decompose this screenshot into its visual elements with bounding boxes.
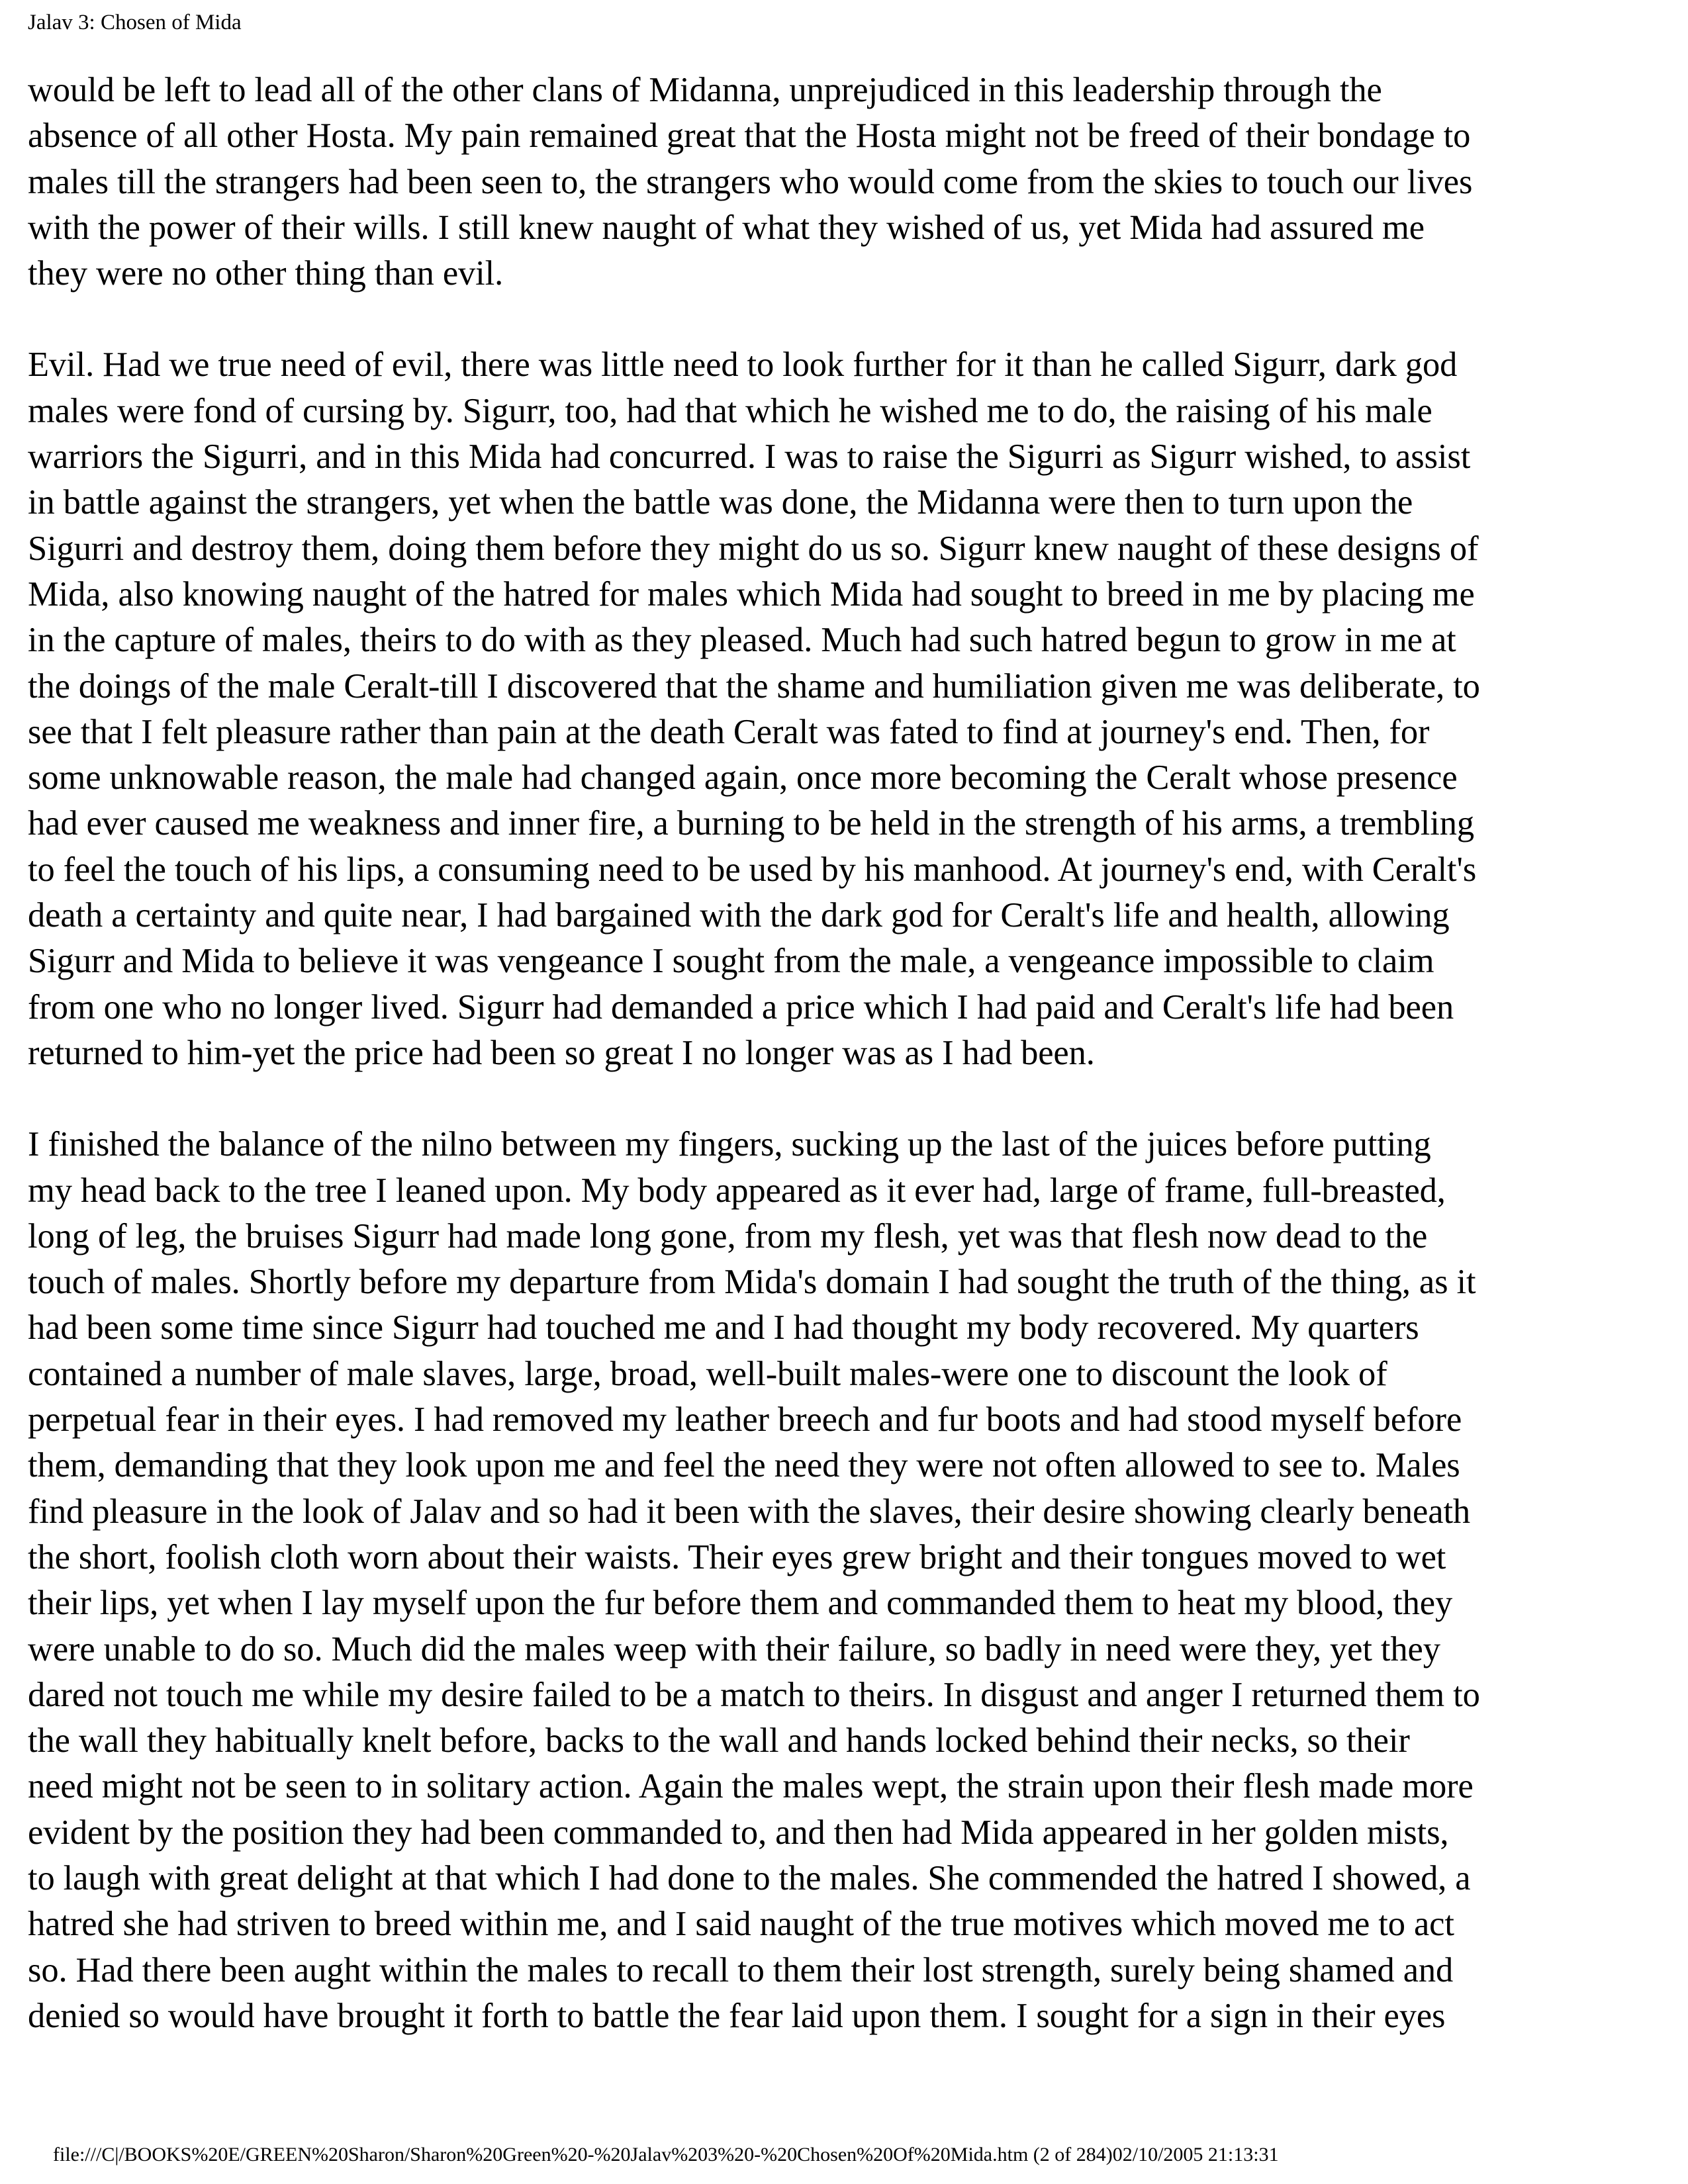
text-line: the doings of the male Ceralt-till I discovered that the shame and humiliation given me was deliberate, to bbox=[28, 666, 1480, 705]
text-line: dared not touch me while my desire failed to be a match to theirs. In disgust and anger I returned them to bbox=[28, 1675, 1480, 1714]
text-line: some unknowable reason, the male had changed again, once more becoming the Ceralt whose presence bbox=[28, 758, 1458, 797]
text-line: from one who no longer lived. Sigurr had demanded a price which I had paid and Ceralt's life had been bbox=[28, 987, 1454, 1026]
text-line: would be left to lead all of the other clans of Midanna, unprejudiced in this leadership through the bbox=[28, 71, 1382, 109]
text-line: touch of males. Shortly before my departure from Mida's domain I had sought the truth of the thing, as it bbox=[28, 1263, 1476, 1302]
paragraph-3 bbox=[28, 1122, 1669, 2039]
text-line: the short, foolish cloth worn about their waists. Their eyes grew bright and their tongues moved to wet bbox=[28, 1537, 1446, 1576]
text-line: in battle against the strangers, yet when the battle was done, the Midanna were then to turn upon the bbox=[28, 483, 1413, 522]
text-line: had been some time since Sigurr had touched me and I had thought my body recovered. My quarters bbox=[28, 1308, 1419, 1347]
text-line: denied so would have brought it forth to battle the fear laid upon them. I sought for a sign in their eyes bbox=[28, 1996, 1446, 2035]
text-line: need might not be seen to in solitary action. Again the males wept, the strain upon their flesh made more bbox=[28, 1767, 1474, 1806]
text-line: Evil. Had we true need of evil, there was little need to look further for it than he called Sigurr, dark god bbox=[28, 345, 1458, 385]
page-header-title: Jalav 3: Chosen of Mida bbox=[28, 11, 242, 34]
paragraph-1 bbox=[28, 68, 1669, 296]
text-line: my head back to the tree I leaned upon. My body appeared as it ever had, large of frame, full-breasted, bbox=[28, 1171, 1446, 1210]
text-line: death a certainty and quite near, I had bargained with the dark god for Ceralt's life and health, allowing bbox=[28, 896, 1450, 935]
text-line: to laugh with great delight at that which I had done to the males. She commended the hatred I showed, a bbox=[28, 1858, 1471, 1897]
text-line: so. Had there been aught within the males to recall to them their lost strength, surely being shamed and bbox=[28, 1950, 1454, 1989]
text-line: their lips, yet when I lay myself upon the fur before them and commanded them to heat my blood, they bbox=[28, 1584, 1453, 1623]
text-line: Sigurri and destroy them, doing them before they might do us so. Sigurr knew naught of these designs of bbox=[28, 529, 1479, 568]
text-line: with the power of their wills. I still knew naught of what they wished of us, yet Mida had assured me bbox=[28, 208, 1425, 247]
text-line: I finished the balance of the nilno between my fingers, sucking up the last of the juices before putting bbox=[28, 1125, 1431, 1164]
text-line: evident by the position they had been commanded to, and then had Mida appeared in her golden mists, bbox=[28, 1813, 1449, 1852]
text-line: they were no other thing than evil. bbox=[28, 254, 504, 293]
text-line: were unable to do so. Much did the males weep with their failure, so badly in need were they, yet they bbox=[28, 1629, 1440, 1668]
text-line: to feel the touch of his lips, a consuming need to be used by his manhood. At journey's end, with Ceralt's bbox=[28, 850, 1477, 889]
text-line: find pleasure in the look of Jalav and so had it been with the slaves, their desire showing clearly beneath bbox=[28, 1492, 1471, 1531]
text-line: them, demanding that they look upon me and feel the need they were not often allowed to see to. Males bbox=[28, 1446, 1460, 1485]
text-line: males were fond of cursing by. Sigurr, too, had that which he wished me to do, the raising of his male bbox=[28, 391, 1432, 430]
body-text bbox=[28, 68, 1669, 2085]
text-line: see that I felt pleasure rather than pain at the death Ceralt was fated to find at journey's end. Then, for bbox=[28, 712, 1430, 751]
text-line: returned to him-yet the price had been so great I no longer was as I had been. bbox=[28, 1033, 1095, 1072]
text-line: Sigurr and Mida to believe it was vengeance I sought from the male, a vengeance impossible to claim bbox=[28, 942, 1434, 981]
text-line: Mida, also knowing naught of the hatred for males which Mida had sought to breed in me by placing me bbox=[28, 574, 1475, 614]
text-line: perpetual fear in their eyes. I had removed my leather breech and fur boots and had stood myself before bbox=[28, 1400, 1462, 1439]
text-line: the wall they habitually knelt before, backs to the wall and hands locked behind their necks, so their bbox=[28, 1721, 1410, 1760]
text-line: long of leg, the bruises Sigurr had made long gone, from my flesh, yet was that flesh now dead to the bbox=[28, 1216, 1428, 1255]
text-line: in the capture of males, theirs to do with as they pleased. Much had such hatred begun to grow in me at bbox=[28, 621, 1456, 660]
text-line: absence of all other Hosta. My pain remained great that the Hosta might not be freed of their bondage to bbox=[28, 116, 1471, 156]
text-line: contained a number of male slaves, large, broad, well-built males-were one to discount the look of bbox=[28, 1354, 1387, 1393]
page-footer-url: file:///C|/BOOKS%20E/GREEN%20Sharon/Sharon%20Green%20-%20Jalav%203%20-%20Chosen%20Of%20Mida.htm (2 of 284)02/10/2005 21:13:31 bbox=[53, 2144, 1279, 2165]
text-line: warriors the Sigurri, and in this Mida had concurred. I was to raise the Sigurri as Sigurr wished, to assist bbox=[28, 437, 1471, 477]
text-line: hatred she had striven to breed within me, and I said naught of the true motives which moved me to act bbox=[28, 1905, 1454, 1944]
paragraph-2 bbox=[28, 342, 1669, 1076]
text-line: had ever caused me weakness and inner fire, a burning to be held in the strength of his arms, a trembling bbox=[28, 804, 1475, 843]
text-line: males till the strangers had been seen to, the strangers who would come from the skies to touch our lives bbox=[28, 162, 1473, 201]
